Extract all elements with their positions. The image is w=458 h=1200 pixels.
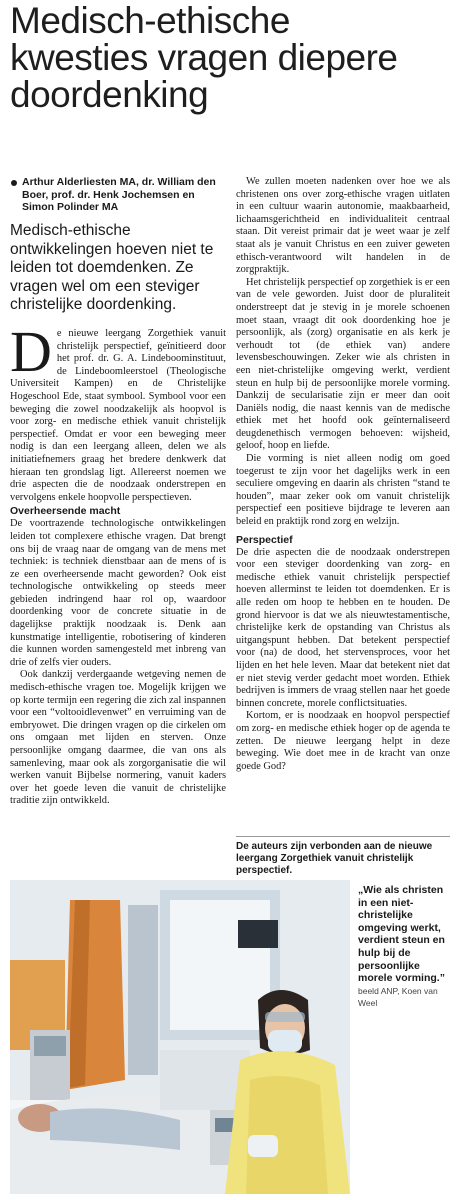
hospital-room-illustration bbox=[10, 880, 350, 1194]
body-paragraph: De drie aspecten die de noodzaak onderstrepen voor een steviger doordenking van zorg- en medische ethiek vanuit christelijk perspectief hoeven allerminst te leiden tot doemdenken. Er is alle reden om hoop te hebben en te houden. De grond hiervoor is dat we als nieuwtestamentische, christelijke kerk de opstanding van Christus als uitgangspunt hebben. Dat betekent perspectief voor (na) de dood, het stervensproces, voor het lijden en het hele leven. Maar dat betekent niet dat er niet stevig verder gedacht moet worden. Ethiek bedrijven is immers de vraag stellen naar het goede binnen concrete, morele conflictsituaties. bbox=[236, 546, 450, 709]
lead-paragraph: Medisch-ethische ontwikkelingen hoeven niet te leiden tot doemdenken. Ze vragen wel om een steviger christelijke doordenking. bbox=[10, 222, 214, 313]
body-paragraph: De voortrazende technologische ontwikkelingen leiden tot complexere ethische vragen. Dat brengt ons bij de vraag naar de omgang van de mens met techniek: is techniek dienstbaar aan de mens of is ze een overheersende macht geworden? Ook eist technologische ontwikkeling op steeds meer gebieden indringend haar rol op, waardoor doordenking voor de concrete situatie in de dagelijkse praktijk noodzaak is. Denk aan kunstmatige intelligentie, robotisering of kinderen die kunnen worden samengesteld met inbreng van drie of zelfs vier ouders. bbox=[10, 518, 226, 668]
intro-text: e nieuwe leergang Zorgethiek vanuit christelijk perspectief, geïnitieerd door het prof. dr. G. A. Lindeboominstituut, de Lindeboomleerstoel (Theologische Universiteit Kampen) en de Christelijke Hogeschool Ede, staat symbool. Symbool voor een beweging die zowel noodzakelijk als hoopvol is voor zorg- en medische ethiek vanuit christelijk perspectief. Omdat er voor een beweging meer nodig is dan een leergang alleen, delen we als initiatiefnemers graag het bredere denkwerk dat hieraan ten grondslag ligt. Allereerst noemen we drie aspecten die de noodzaak onderstrepen en vervolgens enkele hoopvolle perspectieven. bbox=[10, 328, 226, 503]
section-heading-macht: Overheersende macht bbox=[10, 505, 121, 518]
photo-caption bbox=[358, 884, 452, 1010]
author-affiliation-note: De auteurs zijn verbonden aan de nieuwe leergang Zorgethiek vanuit christelijk perspectief. bbox=[236, 836, 450, 877]
headline-line-3: doordenking bbox=[10, 74, 209, 115]
author-byline bbox=[10, 176, 224, 214]
body-paragraph: Die vorming is niet alleen nodig om goed toegerust te zijn voor het dagelijks werk in een seculiere omgeving en daarin als christen “stand te houden”, maar zeker ook om vanuit christelijk perspectief een positieve bijdrage te leveren aan beleid en praktijk rond zorg en welzijn. bbox=[236, 453, 450, 528]
headline bbox=[10, 2, 450, 113]
dropcap: D bbox=[10, 319, 52, 384]
body-paragraph: We zullen moeten nadenken over hoe we als christenen ons over zorg-ethische vragen uitlaten in een cultuur waarin autonomie, maakbaarheid, lichaamsgerichtheid en individualiteit centraal staan. Dit vereist primair dat je weet waar je zelf staat als je vanuit Christus en een zuiver geweten ethisch-verantwoord wilt handelen in de zorgpraktijk. bbox=[236, 176, 450, 276]
body-paragraph: Het christelijk perspectief op zorgethiek is er een van de vele geworden. Juist door de pluraliteit onderstreept dat je stevig in je morele schoenen moet staan, vraagt dit ook doordenking hoe je persoonlijk, als (zorg) organisatie en als kerk je verhoudt tot (de ethiek van) andere levensbeschouwingen. Zeker wie als christen in een niet-christelijke omgeving werkt, verdient steun en hulp bij de persoonlijke morele vorming. Dankzij de secularisatie zijn er meer dan ooit Daniëls nodig, die naast kennis van de medische ethiek met het hoofd ook geïnternaliseerd deugdenethisch vermogen behoeven: wijsheid, geloof, hoop en liefde. bbox=[236, 276, 450, 452]
headline-line-2: kwesties vragen diepere bbox=[10, 37, 398, 78]
body-paragraph: Ook dankzij verdergaande wetgeving nemen de medisch-ethische vragen toe. Mogelijk krijgen we op korte termijn een regering die zich zal inspannen voor een “voltooidlevenwet” en verruiming van de embryowet. Die dringen vragen op die cirkelen om ons omgaan met lijden en sterven. Onze persoonlijke omgang daarmee, die van ons als samenleving, maar ook als zorgorganisatie die wil werken vanuit Bijbelse normering, vanuit kaders over het goede leven die vanuit de christelijke traditie zijn ontwikkeld. bbox=[10, 669, 226, 807]
photo-quote: „Wie als christen in een niet-christelijke omgeving werkt, verdient steun en hulp bij de persoonlijke morele vorming.” bbox=[358, 884, 445, 985]
author-names: Arthur Alderliesten MA, dr. William den Boer, prof. dr. Henk Jochemsen en Simon Polinder MA bbox=[22, 176, 216, 213]
hospital-photo bbox=[10, 880, 350, 1194]
section-heading-perspectief: Perspectief bbox=[236, 533, 293, 546]
intro-paragraph bbox=[10, 319, 226, 504]
photo-credit: beeld ANP, Koen van Weel bbox=[358, 985, 438, 1009]
headline-line-1: Medisch-ethische bbox=[10, 0, 290, 41]
article-column-left bbox=[10, 319, 226, 808]
bullet-icon bbox=[11, 180, 17, 186]
article-column-right bbox=[236, 176, 450, 773]
body-paragraph: Kortom, er is noodzaak en hoopvol perspectief om zorg- en medische ethiek hoger op de agenda te zetten. De nieuwe leergang helpt in deze beweging. Wie doet mee in de kracht van onze goede God? bbox=[236, 710, 450, 772]
